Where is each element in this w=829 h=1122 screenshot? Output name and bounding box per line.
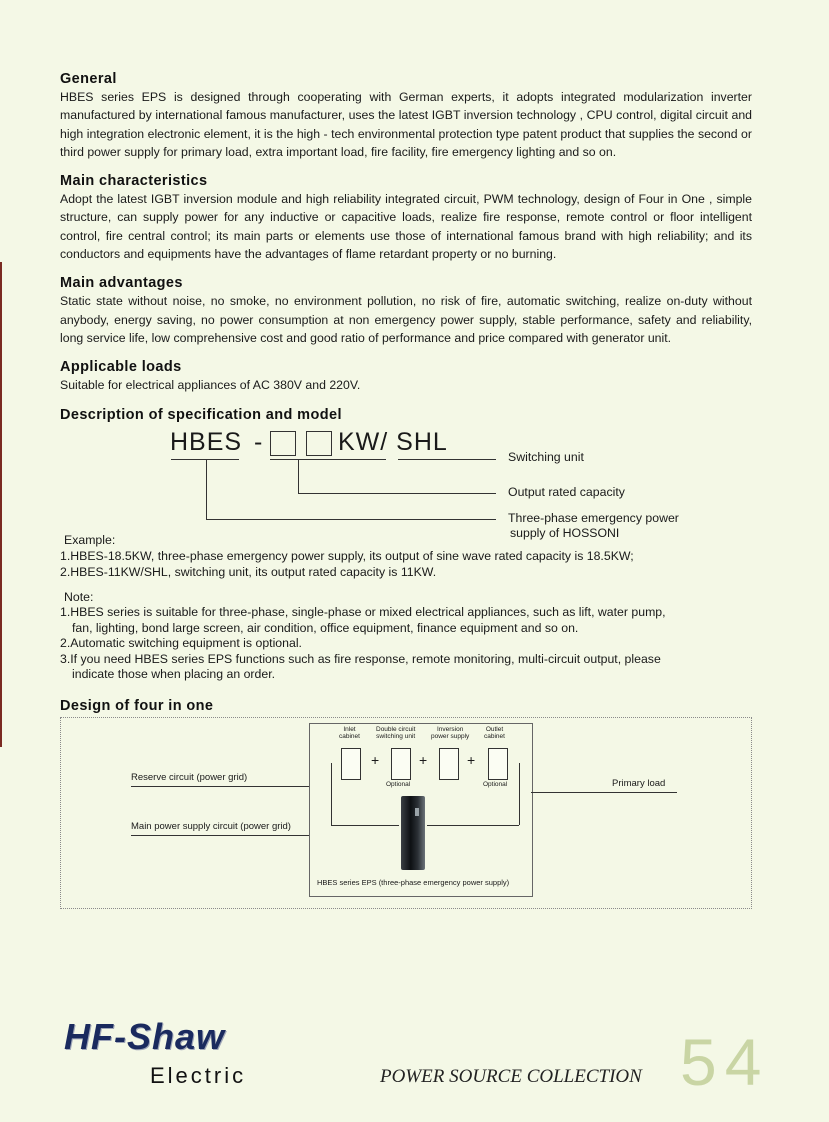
model-prefix: HBES xyxy=(170,427,243,456)
section-advantages xyxy=(60,274,752,347)
label-switching-unit: Switching unit xyxy=(508,449,584,464)
general-body: HBES series EPS is designed through cooperating with German experts, it adopts integrated modularization inverter manufactured by international famous manufacturer, uses the latest IGBT inversion technology , CPU control, digital circuit and high integration electronic element, it is the high - tech environmental protection type patent product that supplies the second or third power supply for primary load, extra important load, fire facility, fire emergency lighting and so on. xyxy=(60,90,752,159)
example-item-2: 2.HBES-11KW/SHL, switching unit, its output rated capacity is 11KW. xyxy=(60,564,437,579)
company-logo: HF-Shaw xyxy=(64,1016,226,1057)
section-general xyxy=(60,70,752,161)
loads-heading: Applicable loads xyxy=(60,359,182,376)
note-item-3-cont: indicate those when placing an order. xyxy=(72,667,276,682)
inversion-label: Inversion power supply xyxy=(431,725,470,740)
reserve-circuit-label: Reserve circuit (power grid) xyxy=(131,771,248,783)
internal-line-left xyxy=(331,763,332,825)
connector-output-h xyxy=(298,493,496,494)
characteristics-heading: Main characteristics xyxy=(60,173,208,190)
double-circuit-cabinet xyxy=(391,748,411,780)
plus-1: + xyxy=(371,751,380,768)
underline-middle xyxy=(270,459,386,460)
example-block xyxy=(60,532,752,580)
note-item-2: 2.Automatic switching equipment is optional. xyxy=(60,636,302,651)
eps-caption: HBES series EPS (three-phase emergency power supply) xyxy=(317,877,510,887)
note-item-1: 1.HBES series is suitable for three-phase, single-phase or mixed electrical appliances, such as lift, water pump, xyxy=(60,605,666,620)
note-title: Note: xyxy=(64,589,94,604)
page-number: 54 xyxy=(680,1025,770,1099)
section-loads xyxy=(60,358,752,394)
internal-line-left-h xyxy=(331,825,399,826)
label-three-phase-2: supply of HOSSONI xyxy=(510,525,620,540)
internal-line-right xyxy=(519,763,520,825)
company-logo-subtitle: Electric xyxy=(150,1063,247,1088)
inversion-cabinet xyxy=(439,748,459,780)
optional-label-1: Optional xyxy=(386,780,411,788)
note-item-1-cont: fan, lighting, bond large screen, air condition, office equipment, finance equipment and so on. xyxy=(72,620,579,635)
collection-title: POWER SOURCE COLLECTION xyxy=(380,1066,642,1087)
underline-prefix xyxy=(171,459,239,460)
advantages-body: Static state without noise, no smoke, no environment pollution, no risk of fire, automatic switching, realize on-duty without anybody, energy saving, no power consumption at non emergency power supply, stable performance, safety and reliability, long service life, low comprehensive cost and good ratio of performance and price compared with generator unit. xyxy=(60,294,752,345)
model-box-1 xyxy=(270,431,296,456)
design-heading: Design of four in one xyxy=(60,697,214,714)
specification-heading: Description of specification and model xyxy=(60,406,342,423)
main-power-label: Main power supply circuit (power grid) xyxy=(131,820,291,832)
inlet-cabinet xyxy=(341,748,361,780)
inlet-cabinet-label: Inlet cabinet xyxy=(339,725,360,740)
connector-output-v xyxy=(298,459,299,493)
outlet-cabinet-label: Outlet cabinet xyxy=(484,725,505,740)
label-output-capacity: Output rated capacity xyxy=(508,484,625,499)
primary-load-label: Primary load xyxy=(612,777,666,789)
outlet-cabinet xyxy=(488,748,508,780)
model-suffix: KW/ SHL xyxy=(338,427,448,456)
plus-3: + xyxy=(467,751,476,768)
four-in-one-diagram xyxy=(60,717,752,909)
model-box-2 xyxy=(306,431,332,456)
main-power-line xyxy=(131,835,309,836)
left-accent-bar xyxy=(0,262,2,747)
page-content xyxy=(60,70,752,909)
model-dash: - xyxy=(254,427,264,456)
primary-load-line xyxy=(531,792,677,793)
connector-three-phase-h xyxy=(206,519,496,520)
connector-three-phase-v xyxy=(206,459,207,519)
example-title: Example: xyxy=(64,532,116,547)
loads-body: Suitable for electrical appliances of AC 380V and 220V. xyxy=(60,378,361,393)
note-block xyxy=(60,590,752,683)
optional-label-2: Optional xyxy=(483,780,508,788)
example-item-1: 1.HBES-18.5KW, three-phase emergency power supply, its output of sine wave rated capacity is 18.5KW; xyxy=(60,548,634,563)
reserve-circuit-line xyxy=(131,786,309,787)
plus-2: + xyxy=(419,751,428,768)
underline-suffix xyxy=(398,459,496,460)
label-three-phase-1: Three-phase emergency power xyxy=(508,510,679,525)
advantages-heading: Main advantages xyxy=(60,275,183,292)
section-characteristics xyxy=(60,172,752,263)
characteristics-body: Adopt the latest IGBT inversion module and high reliability integrated circuit, PWM technology, design of Four in One , simple structure, can supply power for any inductive or capacitive loads, realize fire response, remote control or floor intelligent control, fire central control; its main parts or elements use those of international famous brand with high reliability; and its conductors and equipments have the advantages of flame retardant property or no burning. xyxy=(60,192,752,262)
internal-line-right-h xyxy=(427,825,519,826)
double-circuit-label: Double circuit switching unit xyxy=(376,725,416,740)
eps-cabinet-image xyxy=(401,796,425,870)
general-heading: General xyxy=(60,71,117,87)
note-item-3: 3.If you need HBES series EPS functions such as fire response, remote monitoring, multi-circuit output, please xyxy=(60,651,661,666)
